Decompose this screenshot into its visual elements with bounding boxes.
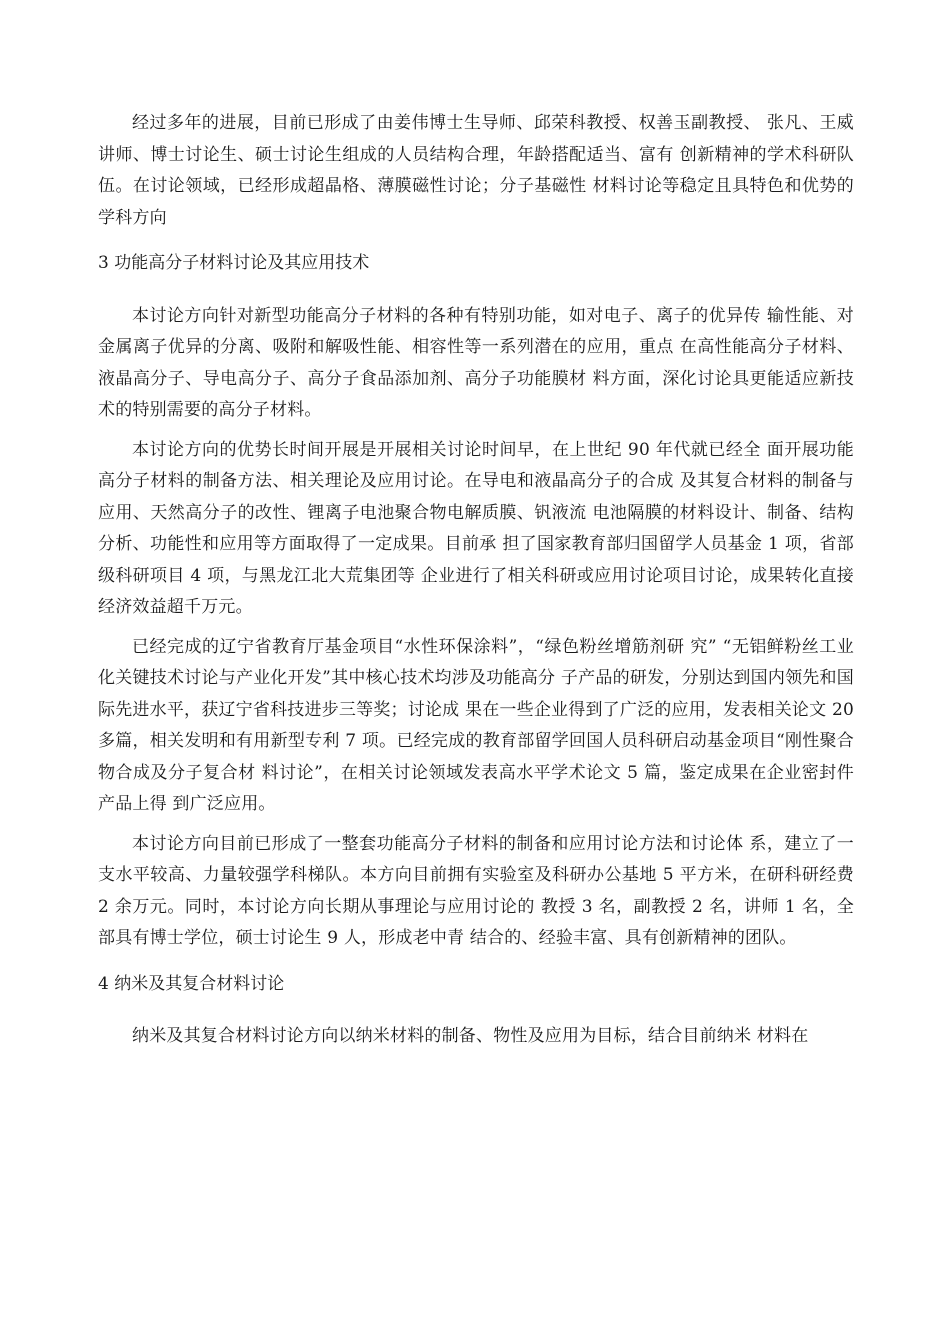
section-heading-3: 3 功能高分子材料讨论及其应用技术 <box>98 253 370 273</box>
paragraph-team-composition: 经过多年的进展，目前已形成了由姜伟博士生导师、邱荣科教授、权善玉副教授、 张凡、王威讲师、博士讨论生、硕士讨论生组成的人员结构合理，年龄搭配适当、富有 创新精神的学术科研队伍。在讨论领域，已经形成超晶格、薄膜磁性讨论；分子基磁性 材料讨论等稳定且具特色和优势的学科方向 <box>98 113 854 228</box>
paragraph-research-direction: 本讨论方向针对新型功能高分子材料的各种有特别功能，如对电子、离子的优异传 输性能、对金属离子优异的分离、吸附和解吸性能、相容性等一系列潜在的应用，重点 在高性能高分子材料、液晶高分子、导电高分子、高分子食品添加剂、高分子功能膜材 料方面，深化讨论具更能适应新技术的特别需要的高分子材料。 <box>98 305 854 420</box>
paragraph-completed-projects: 已经完成的辽宁省教育厅基金项目“水性环保涂料”，“绿色粉丝增筋剂研 究” “无铝鲜粉丝工业化关键技术讨论与产业化开发”其中核心技术均涉及功能高分 子产品的研发，分别达到国内领先和国际先进水平，获辽宁省科技进步三等奖；讨论成 果在一些企业得到了广泛的应用，发表相关论文 20 多篇，相关发明和有用新型专利 7 项。已经完成的教育部留学回国人员科研启动基金项目“刚性聚合物合成及分子复合材 料讨论”，在相关讨论领域发表高水平学术论文 5 篇，鉴定成果在企业密封件产品上得 到广泛应用。 <box>98 636 854 814</box>
paragraph-advantages: 本讨论方向的优势长时间开展是开展相关讨论时间早，在上世纪 90 年代就已经全 面开展功能高分子材料的制备方法、相关理论及应用讨论。在导电和液晶高分子的合成 及其复合材料的制备与应用、天然高分子的改性、锂离子电池聚合物电解质膜、钒液流 电池隔膜的材料设计、制备、结构分析、功能性和应用等方面取得了一定成果。目前承 担了国家教育部归国留学人员基金 1 项，省部级科研项目 4 项，与黑龙江北大荒集团等 企业进行了相关科研或应用讨论项目讨论，成果转化直接经济效益超千万元。 <box>98 439 854 617</box>
paragraph-nano-materials: 纳米及其复合材料讨论方向以纳米材料的制备、物性及应用为目标，结合目前纳米 材料在 <box>132 1026 809 1046</box>
section-heading-4: 4 纳米及其复合材料讨论 <box>98 973 285 994</box>
paragraph-team-resources: 本讨论方向目前已形成了一整套功能高分子材料的制备和应用讨论方法和讨论体 系，建立了一支水平较高、力量较强学科梯队。本方向目前拥有实验室及科研办公基地 5 平方米，在研科研经费 2 余万元。同时，本讨论方向长期从事理论与应用讨论的 教授 3 名，副教授 2 名，讲师 1 名，全部具有博士学位，硕士讨论生 9 人，形成老中青 结合的、经验丰富、具有创新精神的团队。 <box>98 833 854 948</box>
document-page <box>98 108 854 1053</box>
